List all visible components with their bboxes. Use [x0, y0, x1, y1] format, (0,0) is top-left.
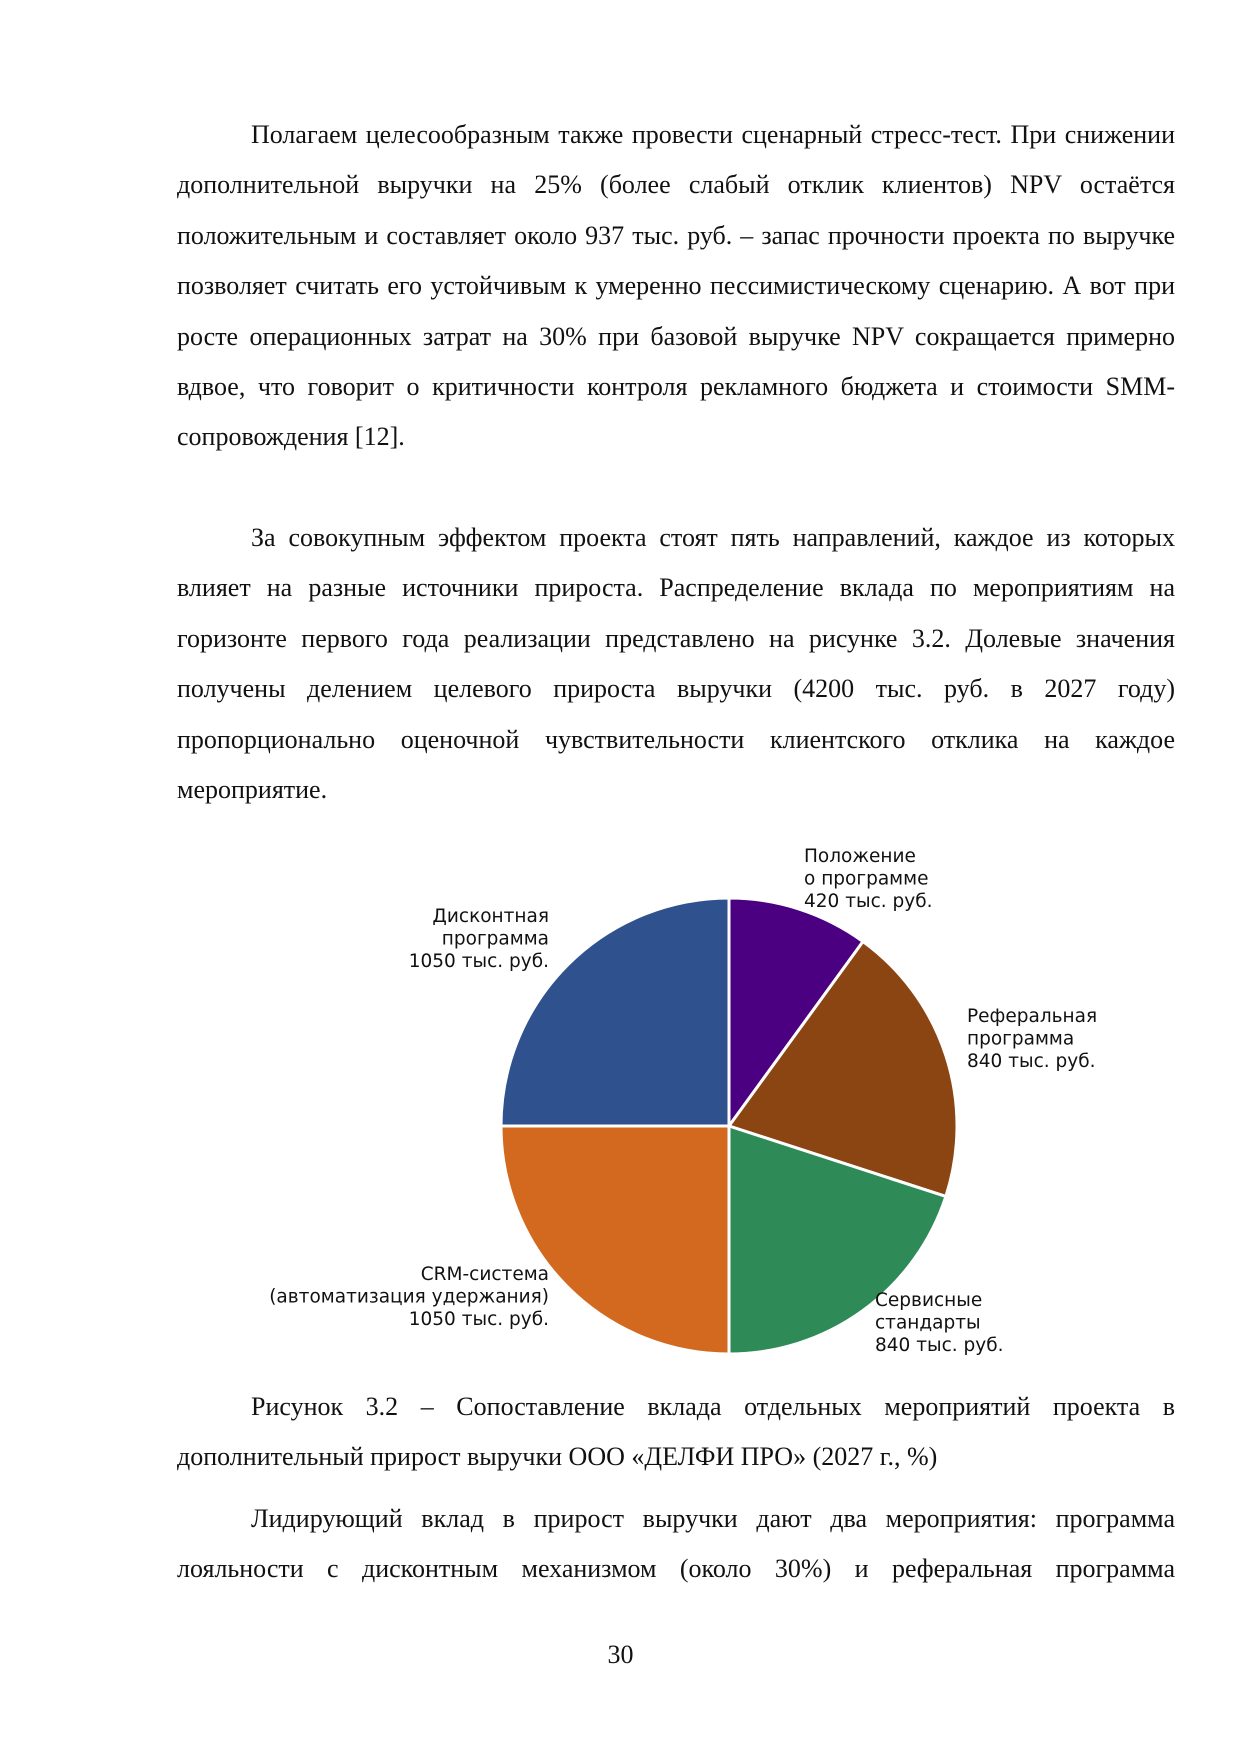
pie-slice-label: [409, 906, 549, 972]
pie-chart: [177, 830, 1175, 1370]
pie-slice-label: [804, 846, 933, 912]
pie-slice-label-line: стандарты: [875, 1312, 981, 1334]
paragraph-leading-contribution: [177, 1494, 1175, 1595]
pie-slice-label-line: (автоматизация удержания): [269, 1286, 549, 1308]
pie-slice-label-line: Сервисные: [875, 1290, 983, 1311]
pie-slice-label-line: Положение: [804, 846, 916, 867]
pie-slice-label-line: Дисконтная: [432, 906, 549, 927]
paragraph-text: За совокупным эффектом проекта стоят пять направлений, каждое из которых влияет на разные источники прироста. Распределение вклада по мероприятиям на горизонте первого года реализации представлено на рисунке 3.2. Долевые значения получены делением целевого прироста выручки (4200 тыс. руб. в 2027 году) пропорционально оценочной чувствительности клиентского отклика на каждое мероприятие.: [177, 523, 1175, 805]
pie-slice-label-line: о программе: [804, 868, 929, 890]
pie-slice-label-line: 1050 тыс. руб.: [408, 1309, 549, 1330]
pie-slice-label-line: Реферальная: [967, 1006, 1098, 1027]
pie-slice-label: [269, 1264, 549, 1330]
figure-caption: [177, 1382, 1175, 1483]
pie-slice-label-line: 420 тыс. руб.: [804, 891, 933, 912]
pie-slice-label-line: программа: [441, 928, 549, 950]
paragraph-stress-test: [177, 110, 1175, 463]
pie-slice-label-line: 840 тыс. руб.: [875, 1335, 1004, 1356]
page-number: 30: [607, 1640, 634, 1669]
pie-slice-label-line: 1050 тыс. руб.: [408, 951, 549, 972]
caption-text: Рисунок 3.2 – Сопоставление вклада отдельных мероприятий проекта в дополнительный прирост выручки ООО «ДЕЛФИ ПРО» (2027 г., %): [177, 1392, 1175, 1472]
pie-chart-figure: [177, 830, 1175, 1370]
paragraph-directions: [177, 513, 1175, 815]
pie-slice-label-line: 840 тыс. руб.: [967, 1051, 1096, 1072]
paragraph-text: Лидирующий вклад в прирост выручки дают два мероприятия: программа лояльности с дисконтным механизмом (около 30%) и реферальная программа: [177, 1504, 1175, 1584]
pie-slice-label: [967, 1006, 1097, 1072]
pie-slice-label: [875, 1290, 1004, 1356]
pie-slice-label-line: программа: [967, 1028, 1075, 1050]
pie-slice-label-line: CRM-система: [420, 1264, 549, 1285]
paragraph-text: Полагаем целесообразным также провести сценарный стресс-тест. При снижении дополнительной выручки на 25% (более слабый отклик клиентов) NPV остаётся положительным и составляет около 937 тыс. руб. – запас прочности проекта по выручке позволяет считать его устойчивым к умеренно пессимистическому сценарию. А вот при росте операционных затрат на 30% при базовой выручке NPV сокращается примерно вдвое, что говорит о критичности контроля рекламного бюджета и стоимости SMM-сопровождения [12].: [177, 120, 1175, 452]
